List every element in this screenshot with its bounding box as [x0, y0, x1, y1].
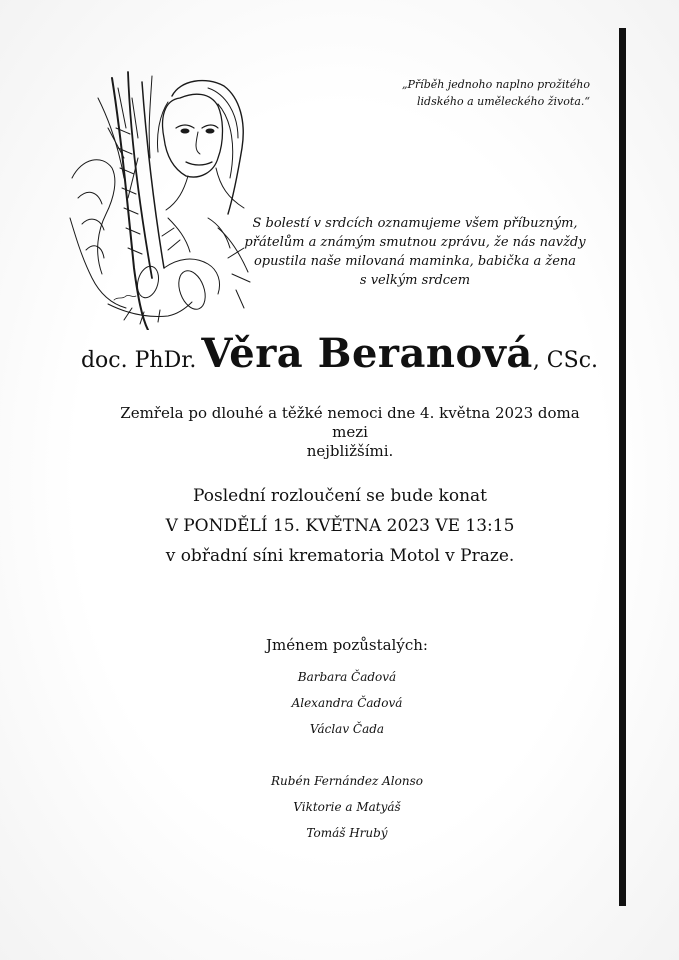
academic-title-prefix: doc. PhDr.	[80, 348, 197, 373]
mourner-name: Barbara Čadová	[297, 670, 397, 684]
announcement-line-1: S bolestí v srdcích oznamujeme všem příbuzným,	[252, 216, 578, 231]
mourner-name: Rubén Fernández Alonso	[271, 774, 423, 788]
motto-quote	[400, 76, 590, 110]
deceased-name-line	[0, 330, 679, 377]
mourning-border-line	[619, 28, 626, 906]
portrait-drawing	[68, 68, 254, 330]
mourners-group-spacer	[197, 742, 497, 768]
mourners-section	[197, 636, 497, 846]
academic-title-suffix: , CSc.	[532, 348, 599, 373]
deceased-name: Věra Beranová	[201, 330, 533, 377]
death-notice-line-2: nejbližšími.	[306, 442, 394, 460]
farewell-line-1: Poslední rozloučení se bude konat	[192, 486, 487, 506]
mourner-name: Václav Čada	[309, 722, 385, 736]
announcement-line-4: s velkým srdcem	[359, 273, 471, 288]
motto-line-1: „Příběh jednoho naplno prožitého	[401, 78, 590, 91]
mourner-name: Viktorie a Matyáš	[293, 800, 401, 814]
announcement-text	[230, 214, 600, 290]
mourner-name: Alexandra Čadová	[291, 696, 403, 710]
farewell-location: v obřadní síni krematoria Motol v Praze.	[165, 546, 515, 566]
death-notice-line-1: Zemřela po dlouhé a těžké nemoci dne 4. května 2023 doma mezi	[120, 404, 580, 441]
farewell-date-time: V PONDĚLÍ 15. KVĚTNA 2023 VE 13:15	[165, 516, 515, 536]
farewell-details	[90, 481, 590, 571]
motto-line-2: lidského a uměleckého života.“	[417, 95, 590, 108]
mourner-name: Tomáš Hrubý	[306, 826, 388, 840]
announcement-line-2: přátelům a známým smutnou zprávu, že nás navždy	[244, 235, 586, 250]
death-notice	[100, 404, 600, 461]
mourners-heading: Jménem pozůstalých:	[266, 636, 428, 654]
announcement-line-3: opustila naše milovaná maminka, babička a žena	[253, 254, 577, 269]
